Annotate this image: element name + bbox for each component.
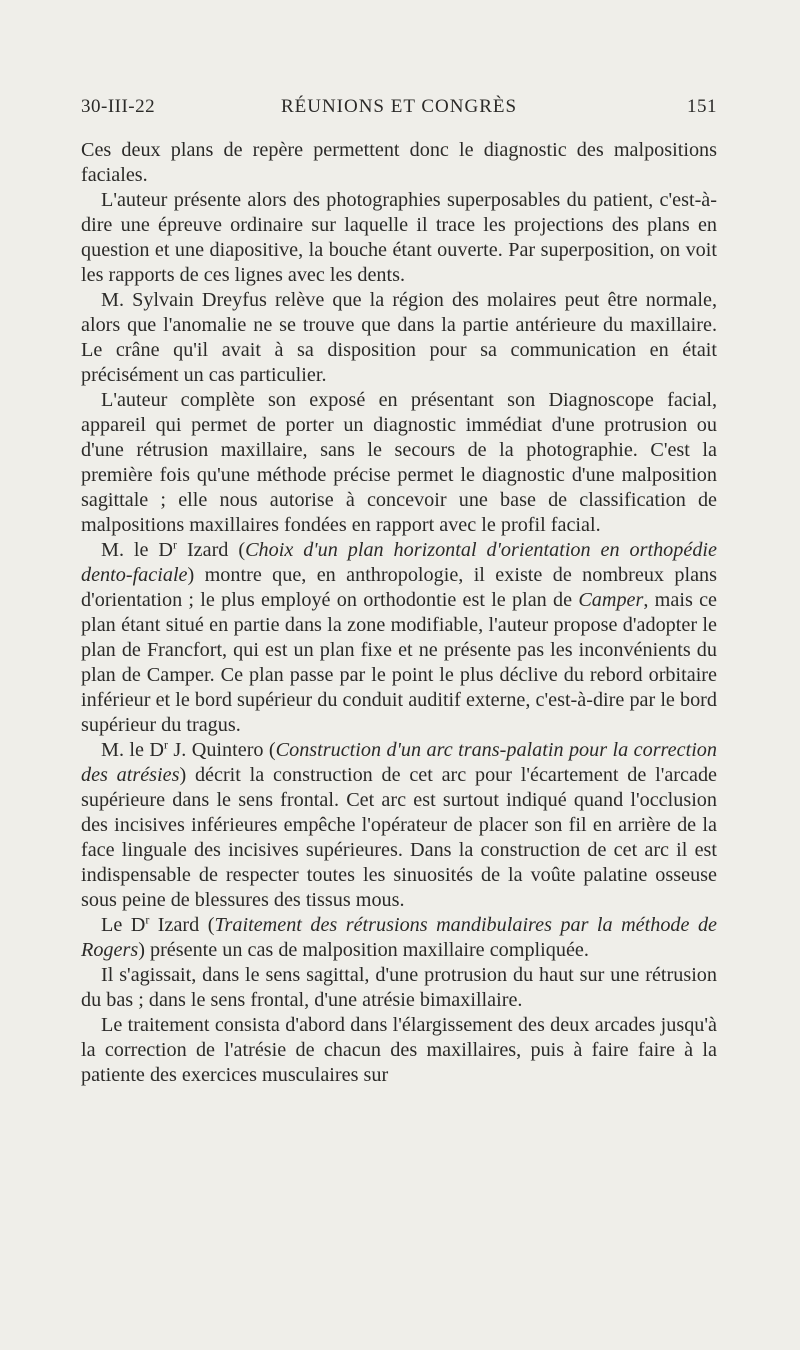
paragraph-6 — [81, 738, 717, 913]
superscript: r — [173, 537, 178, 552]
paragraph-1: Ces deux plans de repère permettent donc le diagnostic des malpositions faciales. — [81, 139, 717, 186]
paragraph-5 — [81, 538, 717, 738]
paper-title: Choix d'un plan horizontal d'orientation en orthopédie dento-faciale — [81, 539, 717, 586]
header-title: RÉUNIONS ET CONGRÈS — [280, 96, 518, 117]
text-run: M. le D — [101, 739, 164, 761]
text-run: J. Quintero ( — [168, 739, 276, 761]
paragraph-9: Le traitement consista d'abord dans l'élargissement des deux arcades jusqu'à la correction de l'atrésie de chacun des maxillaires, puis à faire faire à la patiente des exercices musculaires sur — [81, 1014, 717, 1086]
text-run: ) décrit la construction de cet arc pour l'écartement de l'arcade supérieure dans le sens frontal. Cet arc est surtout indiqué quand l'occlusion des incisives inférieures empêche l'opérateur de placer son fil en arrière de la face linguale des incisives supérieures. Dans la construction de cet arc il est indispensable de respecter toutes les sinuosités de la voûte palatine osseuse sous peine de blessures des tissus mous. — [81, 764, 717, 911]
text-run: Izard ( — [149, 914, 215, 936]
text-run: ) montre que, en anthropologie, il existe de nombreux plans d'orientation ; le plus employé on orthodontie est le plan de — [81, 564, 717, 611]
paper-title: Construction d'un arc trans-palatin pour la correction des atrésies — [81, 739, 717, 786]
paragraph-7 — [81, 913, 717, 963]
superscript: r — [164, 737, 168, 752]
superscript: r — [145, 912, 150, 927]
text-run: ) présente un cas de malposition maxillaire compliquée. — [138, 939, 589, 961]
running-header — [81, 96, 717, 126]
paragraph-8: Il s'agissait, dans le sens sagittal, d'une protrusion du haut sur une rétrusion du bas ; dans le sens frontal, d'une atrésie bimaxillaire. — [81, 964, 717, 1011]
header-date: 30-III-22 — [81, 96, 156, 117]
text-run: , mais ce plan étant situé en partie dans la zone modifiable, l'auteur propose d'adopter le plan de Francfort, qui est un plan fixe et ne présente pas les inconvénients du plan de Camper. Ce plan passe par le point le plus déclive du rebord orbitaire inférieur et le bord supérieur du conduit auditif externe, c'est-à-dire par le bord supérieur du tragus. — [81, 589, 717, 736]
paragraph-2: L'auteur présente alors des photographies superposables du patient, c'est-à-dire une épreuve ordinaire sur laquelle il trace les projections des plans en question et une diapositive, la bouche étant ouverte. Par superposition, on voit les rapports de ces lignes avec les dents. — [81, 189, 717, 286]
italic-name: Camper — [578, 589, 644, 611]
page-number: 151 — [687, 96, 717, 117]
text-run: M. le D — [101, 539, 174, 561]
text-run: Izard ( — [177, 539, 246, 561]
paper-title: Traitement des rétrusions mandibulaires par la méthode de Rogers — [81, 914, 717, 961]
paragraph-4: L'auteur complète son exposé en présentant son Diagnoscope facial, appareil qui permet de porter un diagnostic immédiat d'une protrusion ou d'une rétrusion maxillaire, sans le secours de la photographie. C'est la première fois qu'une méthode précise permet le diagnostic d'une malposition sagittale ; elle nous autorise à concevoir une base de classification de malpositions maxillaires fondées en rapport avec le profil facial. — [81, 389, 717, 536]
body-text — [81, 138, 717, 1088]
text-run: Le D — [101, 914, 146, 936]
paragraph-3: M. Sylvain Dreyfus relève que la région des molaires peut être normale, alors que l'anomalie ne se trouve que dans la partie antérieure du maxillaire. Le crâne qu'il avait à sa disposition pour sa communication en était précisément un cas particulier. — [81, 289, 717, 386]
